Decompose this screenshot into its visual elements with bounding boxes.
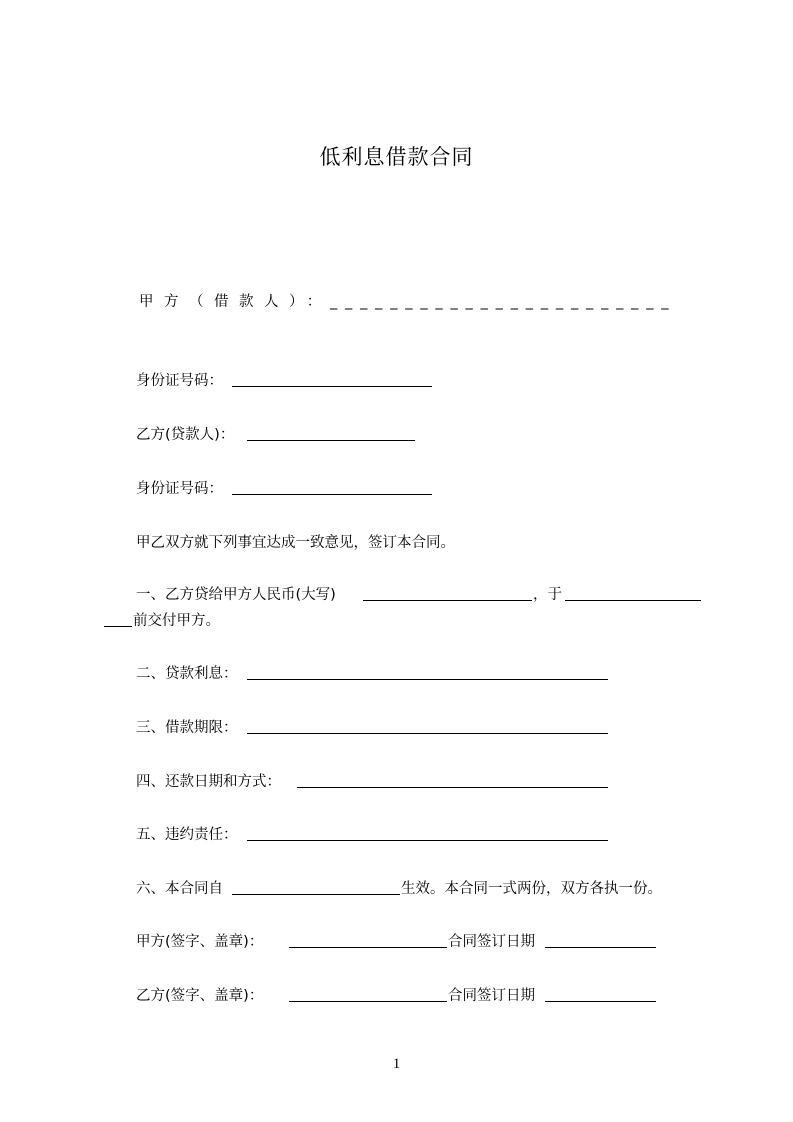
sign-a-blank — [289, 947, 447, 948]
sign-b-label: 乙方(签字、盖章)： — [136, 988, 264, 1004]
clause-1-separator: ，于 — [533, 587, 562, 603]
sign-b-line — [0, 986, 793, 1006]
party-b-line — [0, 425, 793, 445]
sign-b-date-label: 合同签订日期 — [448, 988, 535, 1004]
sign-b-blank — [289, 1001, 447, 1002]
clause-2-blank — [247, 679, 608, 680]
clause-6-line — [0, 879, 793, 899]
clause-2-line — [0, 664, 793, 684]
clause-6-blank — [232, 894, 400, 895]
party-a-label: 甲方（借款人）： — [139, 294, 332, 310]
clause-1-date-blank — [565, 600, 701, 601]
clause-5-line — [0, 825, 793, 845]
party-b-id-blank — [232, 494, 432, 495]
clause-3-blank — [247, 733, 608, 734]
clause-1-end: 前交付甲方。 — [133, 613, 220, 629]
party-b-id-label: 身份证号码： — [136, 481, 223, 497]
clause-3-label: 三、借款期限： — [136, 720, 238, 736]
clause-3-line — [0, 718, 793, 738]
clause-4-label: 四、还款日期和方式： — [136, 774, 281, 790]
clause-5-blank — [247, 840, 608, 841]
clause-1-text: 一、乙方贷给甲方人民币(大写) — [136, 587, 336, 603]
party-a-line — [0, 292, 793, 312]
clause-6-end: 生效。本合同一式两份，双方各执一份。 — [401, 881, 662, 897]
sign-b-date-blank — [545, 1001, 656, 1002]
party-a-id-line — [0, 371, 793, 391]
clause-4-blank — [297, 787, 608, 788]
document-title: 低利息借款合同 — [319, 145, 474, 169]
sign-a-line — [0, 932, 793, 952]
sign-a-label: 甲方(签字、盖章)： — [136, 934, 264, 950]
page-number: 1 — [392, 1056, 401, 1072]
clause-5-label: 五、违约责任： — [136, 827, 238, 843]
intro-line — [0, 533, 793, 553]
sign-a-date-blank — [545, 947, 656, 948]
sign-a-date-label: 合同签订日期 — [448, 934, 535, 950]
clause-1-line — [0, 585, 793, 605]
clause-4-line — [0, 772, 793, 792]
party-b-label: 乙方(贷款人)： — [136, 427, 235, 443]
clause-1-continuation — [0, 611, 793, 631]
party-b-id-line — [0, 479, 793, 499]
clause-6-text: 六、本合同自 — [136, 881, 223, 897]
clause-1-date-blank-cont — [104, 626, 132, 627]
party-b-blank — [247, 440, 415, 441]
clause-2-label: 二、贷款利息： — [136, 666, 238, 682]
intro-text: 甲乙双方就下列事宜达成一致意见，签订本合同。 — [136, 535, 455, 551]
party-a-id-label: 身份证号码： — [136, 373, 223, 389]
party-a-id-blank — [232, 386, 432, 387]
clause-1-amount-blank — [363, 600, 532, 601]
party-a-blank: _ _ _ _ _ _ _ _ _ _ _ _ _ _ _ _ _ _ _ _ _ _ _ — [330, 294, 671, 310]
